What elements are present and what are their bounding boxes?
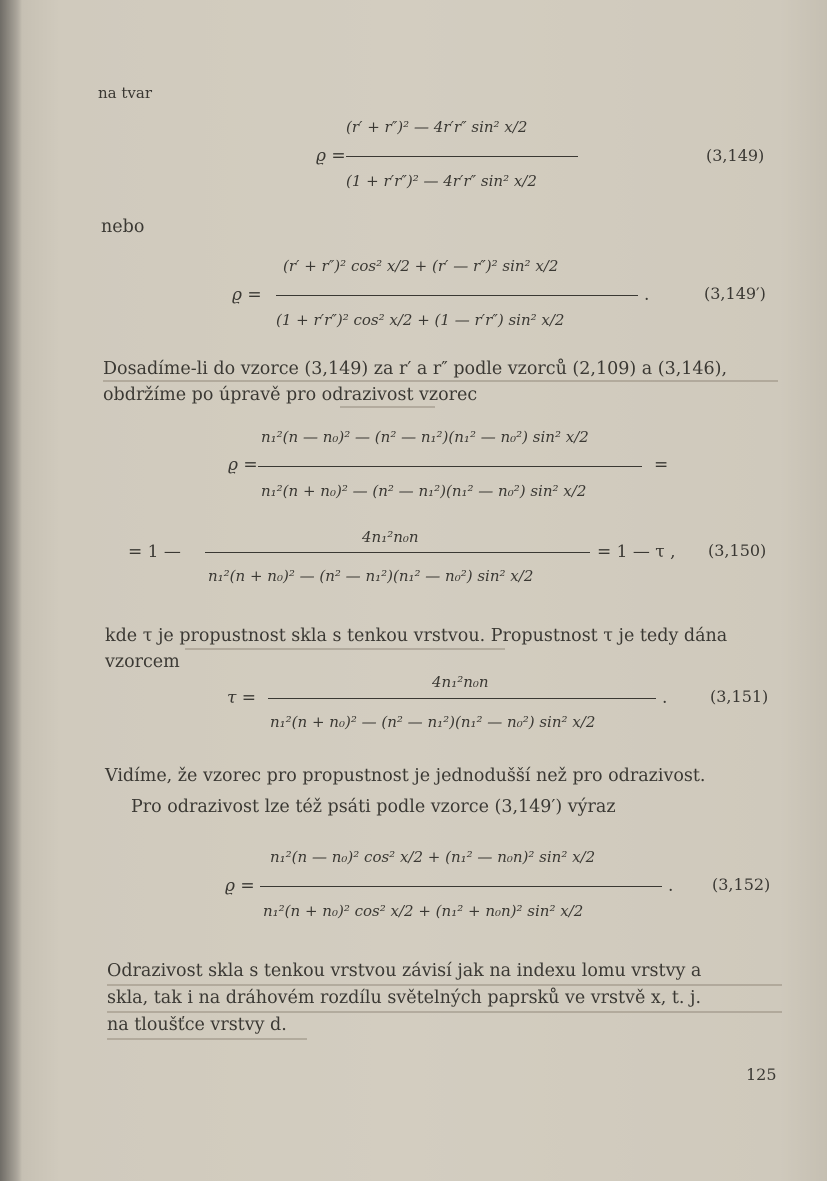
eq150-numerator1: n₁²(n — n₀)² — (n² — n₁²)(n₁² — n₀²) sin² x/2 — [261, 428, 589, 446]
para1-line2: obdržíme po úpravě pro odrazivost vzorec — [103, 385, 478, 405]
eq149-fraction-bar — [346, 156, 578, 157]
eq150-denominator1: n₁²(n + n₀)² — (n² — n₁²)(n₁² — n₀²) sin² x/2 — [261, 482, 587, 500]
para5-line1: Odrazivost skla s tenkou vrstvou závisí jak na indexu lomu vrstvy a — [107, 961, 702, 981]
eq150-denominator2: n₁²(n + n₀)² — (n² — n₁²)(n₁² — n₀²) sin² x/2 — [208, 567, 534, 585]
eq149p-number: (3,149′) — [704, 284, 766, 303]
eq150-numerator2: 4n₁²n₀n — [362, 528, 419, 546]
page-number: 125 — [746, 1065, 777, 1084]
eq152-number: (3,152) — [712, 875, 771, 894]
highlight-underline — [103, 380, 778, 382]
para2-line2: vzorcem — [105, 652, 180, 672]
highlight-underline — [340, 406, 435, 408]
eq149-numerator: (r′ + r″)² — 4r′r″ sin² x/2 — [346, 118, 528, 136]
eq149p-tail: . — [644, 285, 650, 305]
para1-line1: Dosadíme-li do vzorce (3,149) za r′ a r″ podle vzorců (2,109) a (3,146), — [103, 359, 728, 379]
eq149-lhs: ϱ = — [316, 146, 346, 166]
eq149-number: (3,149) — [706, 146, 765, 165]
eq150-lhs: ϱ = — [228, 455, 258, 475]
highlight-underline — [107, 1011, 782, 1013]
eq149p-fraction-bar — [276, 295, 638, 296]
nebo-text: nebo — [101, 217, 145, 237]
eq150-lhs2: = 1 — — [128, 542, 181, 562]
eq151-fraction-bar — [268, 698, 656, 699]
eq150-rhs2: = 1 — τ , — [597, 542, 676, 562]
eq151-numerator: 4n₁²n₀n — [432, 673, 489, 691]
highlight-underline — [185, 648, 505, 650]
eq149p-denominator: (1 + r′r″)² cos² x/2 + (1 — r′r″) sin² x/2 — [276, 311, 565, 329]
para5-line3: na tloušťce vrstvy d. — [107, 1015, 287, 1035]
eq149p-lhs: ϱ = — [232, 285, 262, 305]
highlight-underline — [107, 1038, 307, 1040]
para3-text: Vidíme, že vzorec pro propustnost je jednodušší než pro odrazivost. — [105, 766, 706, 786]
eq149-denominator: (1 + r′r″)² — 4r′r″ sin² x/2 — [346, 172, 537, 190]
para4-text: Pro odrazivost lze též psáti podle vzorce (3,149′) výraz — [131, 797, 616, 817]
highlight-underline — [107, 984, 782, 986]
eq149p-numerator: (r′ + r″)² cos² x/2 + (r′ — r″)² sin² x/2 — [283, 257, 559, 275]
para5-line2: skla, tak i na dráhovém rozdílu světelných paprsků ve vrstvě x, t. j. — [107, 988, 702, 1008]
eq152-lhs: ϱ = — [225, 876, 255, 896]
eq151-denominator: n₁²(n + n₀)² — (n² — n₁²)(n₁² — n₀²) sin² x/2 — [270, 713, 596, 731]
eq152-numerator: n₁²(n — n₀)² cos² x/2 + (n₁² — n₀n)² sin² x/2 — [270, 848, 596, 866]
eq150-number: (3,150) — [708, 541, 767, 560]
eq152-denominator: n₁²(n + n₀)² cos² x/2 + (n₁² + n₀n)² sin² x/2 — [263, 902, 584, 920]
eq152-fraction-bar — [260, 886, 662, 887]
para2-line1: kde τ je propustnost skla s tenkou vrstvou. Propustnost τ je tedy dána — [105, 626, 728, 646]
eq151-number: (3,151) — [710, 687, 769, 706]
eq151-lhs: τ = — [227, 688, 257, 708]
eq151-tail: . — [662, 688, 668, 708]
eq152-tail: . — [668, 876, 674, 896]
eq150-fraction-bar1 — [258, 466, 642, 467]
eq150-fraction-bar2 — [205, 552, 590, 553]
eq150-eq-sign: = — [654, 455, 669, 475]
intro-text: na tvar — [98, 84, 152, 102]
book-spine-shadow — [0, 0, 22, 1181]
